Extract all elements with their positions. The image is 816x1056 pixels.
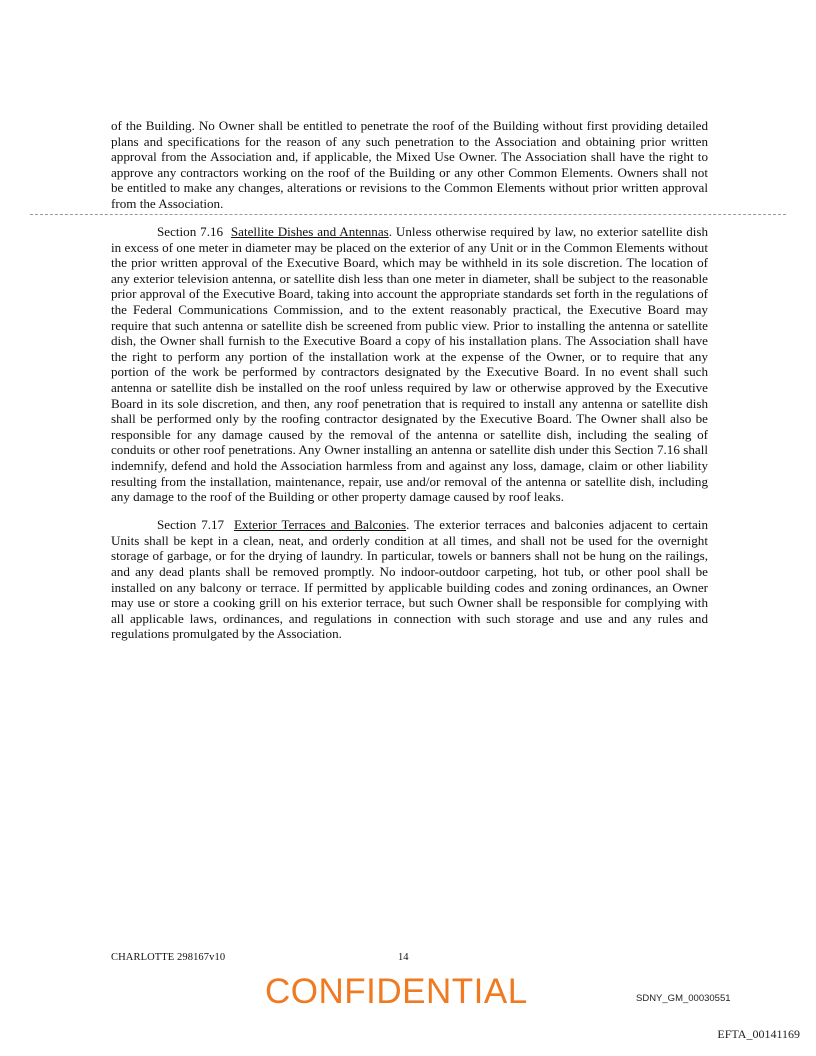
document-body [111, 118, 708, 655]
section-7-17-title: Exterior Terraces and Balconies [233, 517, 407, 533]
section-7-16-number: Section 7.16 [157, 224, 224, 240]
section-7-16-body: . Unless otherwise required by law, no exterior satellite dish in excess of one meter in diameter may be placed on the exterior of any Unit or in the Common Elements without the prior written approval of the Executive Board, which may be withheld in its sole discretion. The location of any exterior television antenna, or satellite dish less than one meter in diameter, shall be subject to the reasonable prior approval of the Executive Board, taking into account the appropriate standards set forth in the regulations of the Federal Communications Commission, and to the extent reasonably practical, the Executive Board may require that such antenna or satellite dish be screened from public view. Prior to installing the antenna or satellite dish, the Owner shall furnish to the Executive Board a copy of his installation plans. The Association shall have the right to perform any portion of the installation work at the expense of the Owner, or to require that any portion of the work be performed by contractors designated by the Executive Board. In no event shall such antenna or satellite dish be installed on the roof unless required by law or otherwise approved by the Executive Board in its sole discretion, and then, any roof penetration that is required to install any antenna or satellite dish shall be performed only by the roofing contractor designated by the Executive Board. The Owner shall also be responsible for any damage caused by the removal of the antenna or satellite dish, including the sealing of conduits or other roof penetrations. Any Owner installing an antenna or satellite dish under this Section 7.16 shall indemnify, defend and hold the Association harmless from and against any loss, damage, claim or other liability resulting from the installation, maintenance, repair, use and/or removal of the antenna or satellite dish, including any damage to the roof of the Building or other property damage caused by roof leaks. [111, 224, 709, 505]
section-7-17-body: . The exterior terraces and balconies adjacent to certain Units shall be kept in a clean, neat, and orderly condition at all times, and shall not be used for the overnight storage of garbage, or for the drying of laundry. In particular, towels or banners shall not be hung on the railings, and any dead plants shall be removed promptly. No indoor-outdoor carpeting, hot tub, or other pool shall be installed on any balcony or terrace. If permitted by applicable building codes and zoning ordinances, an Owner may use or store a cooking grill on his exterior terrace, but such Owner shall be responsible for complying with all applicable laws, ordinances, and regulations in connection with such storage and use and any rules and regulations promulgated by the Association. [111, 517, 708, 642]
section-7-16 [111, 224, 708, 505]
section-7-17 [111, 517, 708, 642]
section-7-17-number: Section 7.17 [157, 517, 225, 533]
efta-number: EFTA_00141169 [717, 1027, 800, 1041]
confidential-stamp: CONFIDENTIAL [265, 972, 528, 1011]
section-7-16-title: Satellite Dishes and Antennas [230, 224, 389, 240]
footer-document-id: CHARLOTTE 298167v10 [111, 952, 226, 963]
paragraph-building-roof: of the Building. No Owner shall be entitled to penetrate the roof of the Building without first providing detailed plans and specifications for the reason of any such penetration to the Association and obtaining prior written approval from the Association and, if applicable, the Mixed Use Owner. The Association shall have the right to approve any contractors working on the roof of the Building or any other Common Elements. Owners shall not be entitled to make any changes, alterations or revisions to the Common Elements without prior written approval from the Association. [111, 118, 708, 211]
footer-page-number: 14 [398, 952, 409, 963]
bates-number: SDNY_GM_00030551 [636, 993, 731, 1004]
